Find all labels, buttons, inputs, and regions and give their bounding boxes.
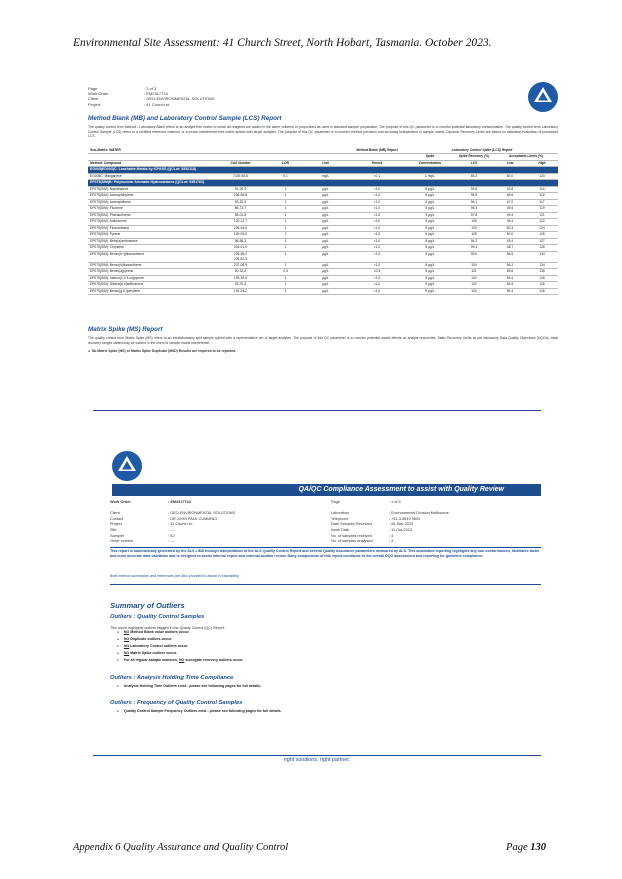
concentration-cell: 5 µg/L <box>406 193 454 200</box>
info-key: Sampler <box>110 533 125 538</box>
list-item: ● NO Duplicate outliers occur. <box>117 636 243 643</box>
method-cell: EP075(SIM): Fluoranthene <box>88 225 213 232</box>
qa-qc-report-page <box>93 410 541 765</box>
page-number: Page 130 <box>506 842 546 853</box>
lcs-intro-paragraph: The quality control term Method / Laboratory Blank refers to an analyte free matrix to which all reagents are added in the same volumes or proportions as used in standard sample preparation. The purpose of this QC parameter is to monitor potential laboratory contamination. The quality control term Laboratory Control Sample (LCS) refers to a certified reference material, or a known interference free matrix spiked with target analytes. The purpose of this QC parameter is to monitor method precision and accuracy independent of sample matrix. Dynamic Recovery Limits are based on statistical evaluation of processed LCS. <box>88 125 558 139</box>
low-limit-cell: 48.6 <box>494 193 526 200</box>
concentration-cell: 5 µg/L <box>406 232 454 239</box>
low-limit-cell: 54.5 <box>494 282 526 289</box>
header-value: : 3 of 3 <box>144 86 157 91</box>
method-cell: EP075(SIM): Dibenz(a.h)anthracene <box>88 282 213 289</box>
lcs-cell: 95.9 <box>454 193 494 200</box>
table-row <box>88 288 558 295</box>
info-key: Client <box>110 511 120 516</box>
holding-time-heading: Outliers : Analysis Holding Time Compliance <box>110 675 234 681</box>
cas-cell: 205-99-2 205-82-3 <box>213 251 268 262</box>
concentration-cell: 5 µg/L <box>406 238 454 245</box>
cas-cell: 91-20-3 <box>213 186 268 193</box>
unit-cell: µg/L <box>303 206 348 213</box>
divider <box>110 547 541 548</box>
concentration-cell: 1 mg/L <box>406 173 454 180</box>
low-limit-cell: 48.7 <box>494 245 526 252</box>
info-key: Telephone <box>331 516 349 521</box>
method-cell: EP075(SIM): Benzo(g.h.i)perylene <box>88 288 213 295</box>
lor-cell: 1 <box>268 225 303 232</box>
high-limit-cell: 121 <box>526 212 558 219</box>
header-key: Page <box>88 86 98 91</box>
unit-cell: µg/L <box>303 219 348 226</box>
unit-cell: µg/L <box>303 225 348 232</box>
tagline: right solutions. right partner. <box>283 757 351 763</box>
info-value: : ---- <box>168 527 176 532</box>
concentration-cell: 5 µg/L <box>406 219 454 226</box>
result-cell: <1.0 <box>348 225 406 232</box>
info-value: : 11-Oct-2023 <box>389 527 412 532</box>
low-limit-cell: 49.4 <box>494 238 526 245</box>
unit-cell: µg/L <box>303 232 348 239</box>
lcs-table-body <box>88 167 558 295</box>
emphasis: NO <box>123 630 130 634</box>
unit-cell: µg/L <box>303 186 348 193</box>
info-row <box>110 539 330 545</box>
unit-cell: µg/L <box>303 193 348 200</box>
lcs-cell: 103 <box>454 225 494 232</box>
column-header: LOR <box>268 160 303 167</box>
high-limit-cell: 122 <box>526 219 558 226</box>
lcs-cell: 95.3 <box>454 206 494 213</box>
concentration-cell: 5 µg/L <box>406 245 454 252</box>
info-value: : GEO-ENVIRONMENTAL SOLUTIONS <box>168 511 236 516</box>
high-limit-cell: 119 <box>526 206 558 213</box>
high-limit-cell: 126 <box>526 245 558 252</box>
method-cell: EP075(SIM): Benzo(a)pyrene <box>88 269 213 276</box>
info-row <box>331 539 536 545</box>
list-item: ● NO Method Blank value outliers occur. <box>117 629 243 636</box>
unit-cell: µg/L <box>303 269 348 276</box>
auto-generated-note: This report is automatically generated by the ALS LIMS through interpretation of the ALS Quality Control Report and several Quality Assurance parameters measured by ALS. This automated reporting highlights any non-conformances, facilitates faster and more accurate data validation and is designed to assist internal expert and external Auditor review. Many components of this report contribute to the overall DQO assessment and reporting for guideline compliance. <box>110 549 540 559</box>
cas-cell: 206-44-0 <box>213 225 268 232</box>
unit-cell: µg/L <box>303 251 348 262</box>
lor-cell: 1 <box>268 206 303 213</box>
qc-intro-text: This report highlights outliers flagged in the Quality Control (QC) Report. <box>110 626 225 630</box>
qc-outliers-heading: Outliers : Quality Control Samples <box>110 614 205 620</box>
header-value: : 41 Church st. <box>144 101 171 107</box>
footer-rule <box>93 755 541 756</box>
high-limit-cell: 127 <box>526 238 558 245</box>
lor-cell: 1 <box>268 232 303 239</box>
result-cell: <1.0 <box>348 288 406 295</box>
result-cell: <1.0 <box>348 245 406 252</box>
table-row <box>88 251 558 262</box>
als-logo <box>112 451 142 481</box>
cas-cell: 50-32-8 <box>213 269 268 276</box>
lcs-cell: 94.2 <box>454 238 494 245</box>
qa-right-info <box>331 500 536 545</box>
info-value: : 26-Sep-2023 <box>389 522 414 527</box>
als-logo-icon <box>528 82 558 112</box>
info-key: Contact <box>110 516 124 521</box>
ms-paragraph: The quality control term Matrix Spike (MS) refers to an intralaboratory split sample spiked with a representative set of target analytes. The purpose of this QC parameter is to monitor potential matrix effects on analyte recoveries. Static Recovery Limits as per laboratory Data Quality Objectives (DQOs). Ideal recovery ranges stated may be waived in the event of sample matrix interference. <box>88 336 558 345</box>
info-value: : EM2317724 <box>168 500 191 504</box>
low-limit-cell: 50.0 <box>494 232 526 239</box>
header-key: Work Order <box>88 91 109 97</box>
method-cell: EP075(SIM): Acenaphthylene <box>88 193 213 200</box>
cas-cell: 129-00-0 <box>213 232 268 239</box>
lcs-cell: 104 <box>454 262 494 269</box>
lcs-cell: 101 <box>454 269 494 276</box>
cas-cell: 120-12-7 <box>213 219 268 226</box>
concentration-cell: 5 µg/L <box>406 288 454 295</box>
info-key: Project <box>110 522 122 527</box>
list-item: ● Analysis Holding Time Outliers exist - please see following pages for full details. <box>117 683 261 690</box>
info-key: Issue Date <box>331 527 350 532</box>
frequency-list <box>117 708 282 715</box>
header-row <box>88 102 215 107</box>
concentration-cell: 5 µg/L <box>406 186 454 193</box>
emphasis: NO <box>123 651 130 656</box>
lcs-table <box>88 147 558 295</box>
sub-matrix-cell: Sub-Matrix: WATER <box>88 147 213 154</box>
info-key: Order number <box>110 539 134 544</box>
result-cell: <1.0 <box>348 238 406 245</box>
concentration-cell: 5 µg/L <box>406 282 454 289</box>
high-limit-cell: 119 <box>526 193 558 200</box>
low-limit-cell: 80.0 <box>494 173 526 180</box>
concentration-cell: 5 µg/L <box>406 275 454 282</box>
lcs-cell: 102 <box>454 275 494 282</box>
method-cell: EP075(SIM): Phenanthrene <box>88 212 213 219</box>
concentration-cell: 5 µg/L <box>406 212 454 219</box>
high-limit-cell: 126 <box>526 232 558 239</box>
low-limit-cell: 55.6 <box>494 269 526 276</box>
result-cell: <1.0 <box>348 199 406 206</box>
high-limit-cell: 126 <box>526 288 558 295</box>
column-header: CAS Number <box>213 160 268 167</box>
concentration-cell: 5 µg/L <box>406 269 454 276</box>
running-head: Environmental Site Assessment: 41 Church Street, North Hobart, Tasmania. October 2023. <box>73 37 492 49</box>
list-item: ● NO Laboratory Control outliers occur. <box>117 643 243 650</box>
method-cell: EP075(SIM): Chrysene <box>88 245 213 252</box>
cas-cell: 7439-96-5 <box>213 173 268 180</box>
info-value: : Environmental Division Melbourne <box>389 511 449 516</box>
concentration-cell: 5 µg/L <box>406 262 454 269</box>
method-cell: EG005C: Manganese <box>88 173 213 180</box>
low-limit-cell: 54.4 <box>494 275 526 282</box>
lor-cell: 1 <box>268 186 303 193</box>
cas-cell: 83-32-9 <box>213 199 268 206</box>
lcs-cell: 102 <box>454 288 494 295</box>
column-header: Result <box>348 160 406 167</box>
low-limit-cell: 50.3 <box>494 225 526 232</box>
cas-cell: 85-01-8 <box>213 212 268 219</box>
bullet-icon: ● <box>88 349 91 353</box>
high-limit-cell: 114 <box>526 186 558 193</box>
lcs-cell: 97.8 <box>454 212 494 219</box>
qa-qc-title-bar: QA/QC Compliance Assessment to assist with Quality Review <box>112 484 541 496</box>
cas-cell: 191-24-2 <box>213 288 268 295</box>
concentration-cell: 5 µg/L <box>406 251 454 262</box>
list-item: ● NO Matrix Spike outliers occur. <box>117 650 243 657</box>
high-limit-cell: 120 <box>526 173 558 180</box>
als-logo-icon <box>112 451 142 481</box>
cas-cell: 53-70-3 <box>213 282 268 289</box>
result-cell: <1.0 <box>348 251 406 262</box>
result-cell: <0.1 <box>348 173 406 180</box>
high-limit-cell: 134 <box>526 251 558 262</box>
high-limit-cell: 124 <box>526 225 558 232</box>
ms-section-title: Matrix Spike (MS) Report <box>88 326 163 333</box>
frequency-heading: Outliers : Frequency of Quality Control Samples <box>110 700 243 706</box>
info-key: Date Samples Received <box>331 522 372 527</box>
cas-cell: 56-55-3 <box>213 238 268 245</box>
header-value: : GEO-ENVIRONMENTAL SOLUTIONS <box>144 96 215 102</box>
brief-summary-note: Brief method summaries and references are also provided to assist in traceability. <box>110 574 240 578</box>
group-title: EP075(SIM)B: Polynuclear Aromatic Hydrocarbons (QCLot: 5351763) <box>88 180 558 187</box>
info-value: : 1 of 5 <box>389 500 401 504</box>
acceptable-limits-header: Acceptable Limits (%) <box>494 154 558 161</box>
low-limit-cell: 49.4 <box>494 212 526 219</box>
unit-cell: µg/L <box>303 199 348 206</box>
column-header: Low <box>494 160 526 167</box>
cas-cell: 218-01-9 <box>213 245 268 252</box>
lor-cell: 1 <box>268 275 303 282</box>
lor-cell: 1 <box>268 212 303 219</box>
als-logo <box>528 82 558 112</box>
lor-cell: 1 <box>268 251 303 262</box>
result-cell: <1.0 <box>348 262 406 269</box>
lcs-cell: 102 <box>454 282 494 289</box>
high-limit-cell: 134 <box>526 262 558 269</box>
header-key: Client <box>88 96 99 102</box>
high-limit-cell: 126 <box>526 282 558 289</box>
cas-cell: 193-39-5 <box>213 275 268 282</box>
cas-cell: 208-96-8 <box>213 193 268 200</box>
result-cell: <1.0 <box>348 232 406 239</box>
result-cell: <1.0 <box>348 275 406 282</box>
concentration-cell: 5 µg/L <box>406 225 454 232</box>
lor-cell: 1 <box>268 288 303 295</box>
unit-cell: µg/L <box>303 262 348 269</box>
method-cell: EP075(SIM): Pyrene <box>88 232 213 239</box>
lor-cell: 1 <box>268 245 303 252</box>
header-key: Project <box>88 101 101 107</box>
lcs-section-title: Method Blank (MB) and Laboratory Control Sample (LCS) Report <box>88 115 282 122</box>
high-limit-cell: 135 <box>526 269 558 276</box>
lcs-cell: 96.1 <box>454 199 494 206</box>
emphasis: NO <box>178 658 185 663</box>
lor-cell: 0.1 <box>268 173 303 180</box>
cas-cell: 86-73-7 <box>213 206 268 213</box>
lor-cell: 1 <box>268 282 303 289</box>
unit-cell: µg/L <box>303 275 348 282</box>
low-limit-cell: 42.8 <box>494 186 526 193</box>
lor-cell: 1 <box>268 193 303 200</box>
group-title: EG005(ED093)C: Leachable Metals by ICPAES (QCLot: 5352118) <box>88 167 558 174</box>
column-header: Concentration <box>406 160 454 167</box>
method-cell: EP075(SIM): Indeno(1.2.3.cd)pyrene <box>88 275 213 282</box>
lcs-cell: 93.6 <box>454 186 494 193</box>
high-limit-cell: 126 <box>526 275 558 282</box>
summary-of-outliers-heading: Summary of Outliers <box>110 601 185 610</box>
info-key: Laboratory <box>331 511 350 516</box>
list-item: ● Quality Control Sample Frequency Outliers exist - please see following pages for full details. <box>117 708 282 715</box>
lcs-cell: 99.0 <box>454 251 494 262</box>
info-value: : 41 Church st. <box>168 522 193 527</box>
lcs-group-header: Laboratory Control Spike (LCS) Report <box>406 147 558 154</box>
lcs-report-page <box>88 78 558 370</box>
lor-cell: 1 <box>268 262 303 269</box>
spike-recovery-header: Spike Recovery (%) <box>454 154 494 161</box>
concentration-cell: 5 µg/L <box>406 199 454 206</box>
holding-time-list <box>117 683 261 690</box>
lor-cell: 1 <box>268 238 303 245</box>
lcs-cell: 105 <box>454 232 494 239</box>
lor-cell: 0.5 <box>268 269 303 276</box>
low-limit-cell: 49.5 <box>494 206 526 213</box>
info-value: : SJ <box>168 533 175 538</box>
method-cell: EP075(SIM): Benzo(b+j)fluoranthene <box>88 251 213 262</box>
qc-bullet-list <box>117 629 243 664</box>
info-value: : +61-3-8549 9600 <box>389 516 421 521</box>
unit-cell: mg/L <box>303 173 348 180</box>
lor-cell: 1 <box>268 199 303 206</box>
result-cell: <1.0 <box>348 193 406 200</box>
emphasis: NO <box>123 644 130 649</box>
result-cell: <1.0 <box>348 219 406 226</box>
header-value: : EM2317724 <box>144 91 168 97</box>
column-header: High <box>526 160 558 167</box>
unit-cell: µg/L <box>303 288 348 295</box>
low-limit-cell: 54.4 <box>494 288 526 295</box>
info-value: : ---- <box>168 539 176 544</box>
lcs-cell: 99.1 <box>454 245 494 252</box>
low-limit-cell: 56.1 <box>494 262 526 269</box>
result-cell: <1.0 <box>348 186 406 193</box>
ms-bullet: ● No Matrix Spike (MS) or Matrix Spike Duplicate (MSD) Results are required to be reported. <box>88 349 237 353</box>
result-cell: <1.0 <box>348 212 406 219</box>
column-header: Method: Compound <box>88 160 213 167</box>
high-limit-cell: 117 <box>526 199 558 206</box>
qa-left-info <box>110 500 330 545</box>
result-cell: <1.0 <box>348 206 406 213</box>
info-value: : DR JOHN PAUL CUMMING <box>168 516 218 521</box>
info-key: Page <box>331 500 340 504</box>
lor-cell: 1 <box>268 219 303 226</box>
list-item: ● For all regular sample matrices, NO surrogate recovery outliers occur. <box>117 657 243 664</box>
column-header: LCS <box>454 160 494 167</box>
lcs-cell: 105 <box>454 219 494 226</box>
method-cell: EP075(SIM): Naphthalene <box>88 186 213 193</box>
concentration-cell: 5 µg/L <box>406 206 454 213</box>
appendix-footer: Appendix 6 Quality Assurance and Quality Control <box>73 842 289 853</box>
column-header: Unit <box>303 160 348 167</box>
spike-header: Spike <box>406 154 454 161</box>
info-key: No. of samples received <box>331 533 372 538</box>
mb-group-header: Method Blank (MB) Report <box>348 147 406 154</box>
unit-cell: µg/L <box>303 245 348 252</box>
divider <box>110 584 541 585</box>
unit-cell: µg/L <box>303 212 348 219</box>
method-cell: EP075(SIM): Benzo(k)fluoranthene <box>88 262 213 269</box>
info-key: No. of samples analysed <box>331 539 373 544</box>
info-value: : 4 <box>389 533 394 538</box>
method-cell: EP075(SIM): Fluorene <box>88 206 213 213</box>
low-limit-cell: 54.5 <box>494 251 526 262</box>
info-value: : 4 <box>389 539 394 544</box>
method-cell: EP075(SIM): Anthracene <box>88 219 213 226</box>
method-cell: EP075(SIM): Benz(a)anthracene <box>88 238 213 245</box>
report-header-info <box>88 86 215 107</box>
info-key: Work Order <box>110 500 131 504</box>
result-cell: <1.0 <box>348 282 406 289</box>
emphasis: NO <box>123 637 130 642</box>
unit-cell: µg/L <box>303 238 348 245</box>
cas-cell: 207-08-9 <box>213 262 268 269</box>
lcs-cell: 85.2 <box>454 173 494 180</box>
low-limit-cell: 48.4 <box>494 219 526 226</box>
info-key: Site <box>110 527 117 532</box>
method-cell: EP075(SIM): Acenaphthene <box>88 199 213 206</box>
result-cell: <0.5 <box>348 269 406 276</box>
unit-cell: µg/L <box>303 282 348 289</box>
low-limit-cell: 47.0 <box>494 199 526 206</box>
